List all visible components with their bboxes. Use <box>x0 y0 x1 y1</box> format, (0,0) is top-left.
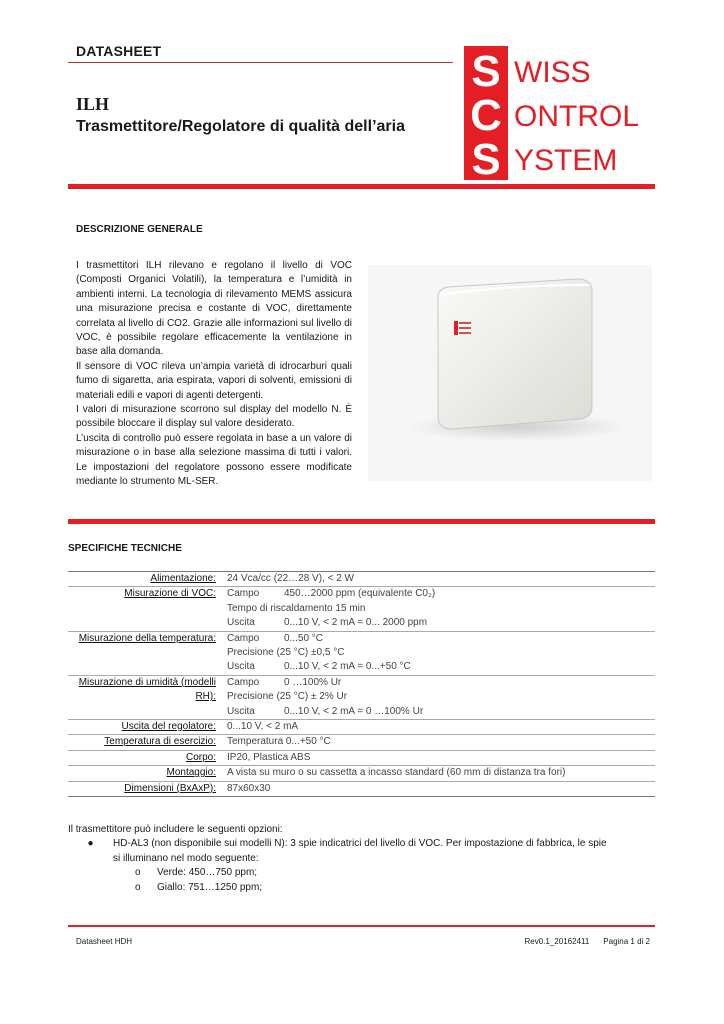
svg-text:WISS: WISS <box>514 56 591 89</box>
spec-value-text: 0...10 V, < 2 mA = 0... 2000 ppm <box>284 617 428 629</box>
section-red-bar <box>68 519 655 524</box>
spec-label <box>68 632 224 675</box>
spec-label <box>68 572 224 586</box>
spec-value-text: Precisione (25 °C) ±0,5 °C <box>227 647 345 659</box>
spec-row <box>68 587 655 631</box>
section-label: DATASHEET <box>76 43 162 59</box>
spec-value-text: 450…2000 ppm (equivalente C0₂) <box>284 588 436 600</box>
options-intro: Il trasmettitore può includere le seguenti opzioni: <box>68 824 283 835</box>
spec-value-line <box>227 690 655 704</box>
sub-option: Giallo: 751…1250 ppm; <box>157 881 263 893</box>
product-code: ILH <box>76 94 110 114</box>
spec-value-key: Campo <box>227 632 260 644</box>
spec-value-line <box>227 676 655 690</box>
description-paragraph: I trasmettitori ILH rilevano e regolano il livello di VOC (Composti Organici Volatili), la temperatura e l’umidità in ambienti interni. La tecnologia di rilevamento MEMS assicura una misurazione precisa e costante di VOC, direttamente correlata al livello di CO2. Grazie alle informazioni sul livello di VOC, è possibile regolare efficacemente la ventilazione in base alla domanda. <box>76 260 352 358</box>
spec-value-text: 0...10 V, < 2 mA <box>227 721 299 733</box>
footer-document-name: Datasheet HDH <box>76 937 133 946</box>
product-title: Trasmettitore/Regolatore di qualità dell’aria <box>76 118 405 135</box>
option-text: HD-AL3 (non disponibile sui modelli N): 3 spie indicatrici del livello di VOC. Per impostazione di fabbrica, le spie <box>113 838 607 850</box>
spec-value-text: 0...10 V, < 2 mA = 0 …100% Ur <box>284 705 424 717</box>
spec-value-key: Uscita <box>227 617 255 629</box>
spec-value-key: Campo <box>227 588 260 600</box>
spec-values <box>224 587 655 630</box>
bullet-icon: ● <box>87 838 94 850</box>
spec-row <box>68 751 655 766</box>
spec-value-key: Campo <box>227 676 260 688</box>
spec-value-line <box>227 616 655 630</box>
spec-values <box>224 735 655 749</box>
spec-value-line <box>227 751 655 765</box>
description-text <box>76 259 352 490</box>
spec-values <box>224 572 655 586</box>
spec-values <box>224 720 655 734</box>
description-paragraph: L’uscita di controllo può essere regolata in base a un valore di misurazione o in base alla selezione massima di tutti i valori. Le impostazioni del regolatore possono essere modificate mediante lo strumento ML-SER. <box>76 432 352 488</box>
footer-page-number: Pagina 1 di 2 <box>603 937 650 946</box>
svg-text:C: C <box>470 91 502 140</box>
spec-value-line <box>227 705 655 719</box>
header-divider <box>68 62 453 63</box>
spec-row <box>68 735 655 750</box>
spec-label <box>68 720 224 734</box>
spec-value-text: Temperatura 0...+50 °C <box>227 736 331 748</box>
spec-row <box>68 782 655 796</box>
footer-revision: Rev0.1_20162411 <box>524 937 590 946</box>
svg-text:S: S <box>471 47 501 96</box>
spec-value-text: 87x60x30 <box>227 782 271 794</box>
spec-label-text: Corpo: <box>185 751 216 763</box>
spec-row <box>68 720 655 735</box>
company-logo <box>462 44 652 182</box>
spec-values <box>224 632 655 675</box>
footer-red-bar <box>68 925 655 927</box>
spec-value-text: 0...10 V, < 2 mA = 0...+50 °C <box>284 661 411 673</box>
description-paragraph: I valori di misurazione scorrono sul display del modello N. È possibile bloccare il display sul valore desiderato. <box>76 404 352 430</box>
spec-value-key: Uscita <box>227 661 255 673</box>
sub-option: Verde: 450…750 ppm; <box>157 867 258 879</box>
spec-value-line <box>227 660 655 674</box>
spec-values <box>224 782 655 796</box>
spec-label-text: Dimensioni (BxAxP): <box>124 782 216 794</box>
spec-row <box>68 676 655 720</box>
spec-value-text: Precisione (25 °C) ± 2% Ur <box>227 691 348 703</box>
spec-row <box>68 632 655 676</box>
spec-label <box>68 751 224 765</box>
spec-label-text: Temperatura di esercizio: <box>104 736 216 748</box>
spec-label <box>68 766 224 780</box>
spec-value-text: 0 …100% Ur <box>284 676 342 688</box>
product-photo <box>368 265 652 481</box>
spec-values <box>224 676 655 719</box>
svg-text:S: S <box>471 135 501 182</box>
spec-value-text: A vista su muro o su cassetta a incasso standard (60 mm di distanza tra fori) <box>227 767 566 779</box>
spec-value-text: IP20, Plastica ABS <box>227 751 311 763</box>
spec-value-line <box>227 602 655 616</box>
spec-value-text: 0...50 °C <box>284 632 324 644</box>
spec-value-key: Uscita <box>227 705 255 717</box>
circle-bullet-icon: o <box>135 867 141 879</box>
spec-label <box>68 782 224 796</box>
options-section <box>68 823 658 895</box>
spec-values <box>224 766 655 780</box>
spec-label-text: Misurazione di VOC: <box>124 588 216 600</box>
footer-meta <box>470 937 650 946</box>
spec-row <box>68 766 655 781</box>
spec-value-text: 24 Vca/cc (22…28 V), < 2 W <box>227 573 354 584</box>
spec-value-line <box>227 572 655 586</box>
spec-value-line <box>227 632 655 646</box>
spec-label-text: Misurazione di umidità (modelli RH): <box>78 676 216 703</box>
spec-value-line <box>227 782 655 796</box>
header-red-bar <box>68 184 655 189</box>
description-heading: DESCRIZIONE GENERALE <box>76 224 203 235</box>
spec-value-line <box>227 766 655 780</box>
spec-label-text: Montaggio: <box>166 767 216 779</box>
spec-values <box>224 751 655 765</box>
spec-row <box>68 572 655 587</box>
spec-label-text: Alimentazione: <box>150 573 216 584</box>
spec-label <box>68 735 224 749</box>
spec-label <box>68 587 224 630</box>
svg-text:YSTEM: YSTEM <box>514 144 618 177</box>
specs-table <box>68 571 655 797</box>
spec-label-text: Misurazione della temperatura: <box>78 632 216 644</box>
description-paragraph: Il sensore di VOC rileva un’ampia varietà di idrocarburi quali fumo di sigaretta, aria espirata, vapori di solventi, emissioni di materiali edili e vapori di agenti detergenti. <box>76 360 352 401</box>
spec-value-line <box>227 587 655 601</box>
spec-value-line <box>227 646 655 660</box>
spec-label-text: Uscita del regolatore: <box>121 721 216 733</box>
specs-heading: SPECIFICHE TECNICHE <box>68 543 182 554</box>
svg-text:ONTROL: ONTROL <box>514 100 640 133</box>
circle-bullet-icon: o <box>135 881 141 893</box>
option-text-continued: si illuminano nel modo seguente: <box>113 852 259 864</box>
spec-value-text: Tempo di riscaldamento 15 min <box>227 602 366 614</box>
spec-label <box>68 676 224 719</box>
spec-value-line <box>227 735 655 749</box>
spec-value-line <box>227 720 655 734</box>
